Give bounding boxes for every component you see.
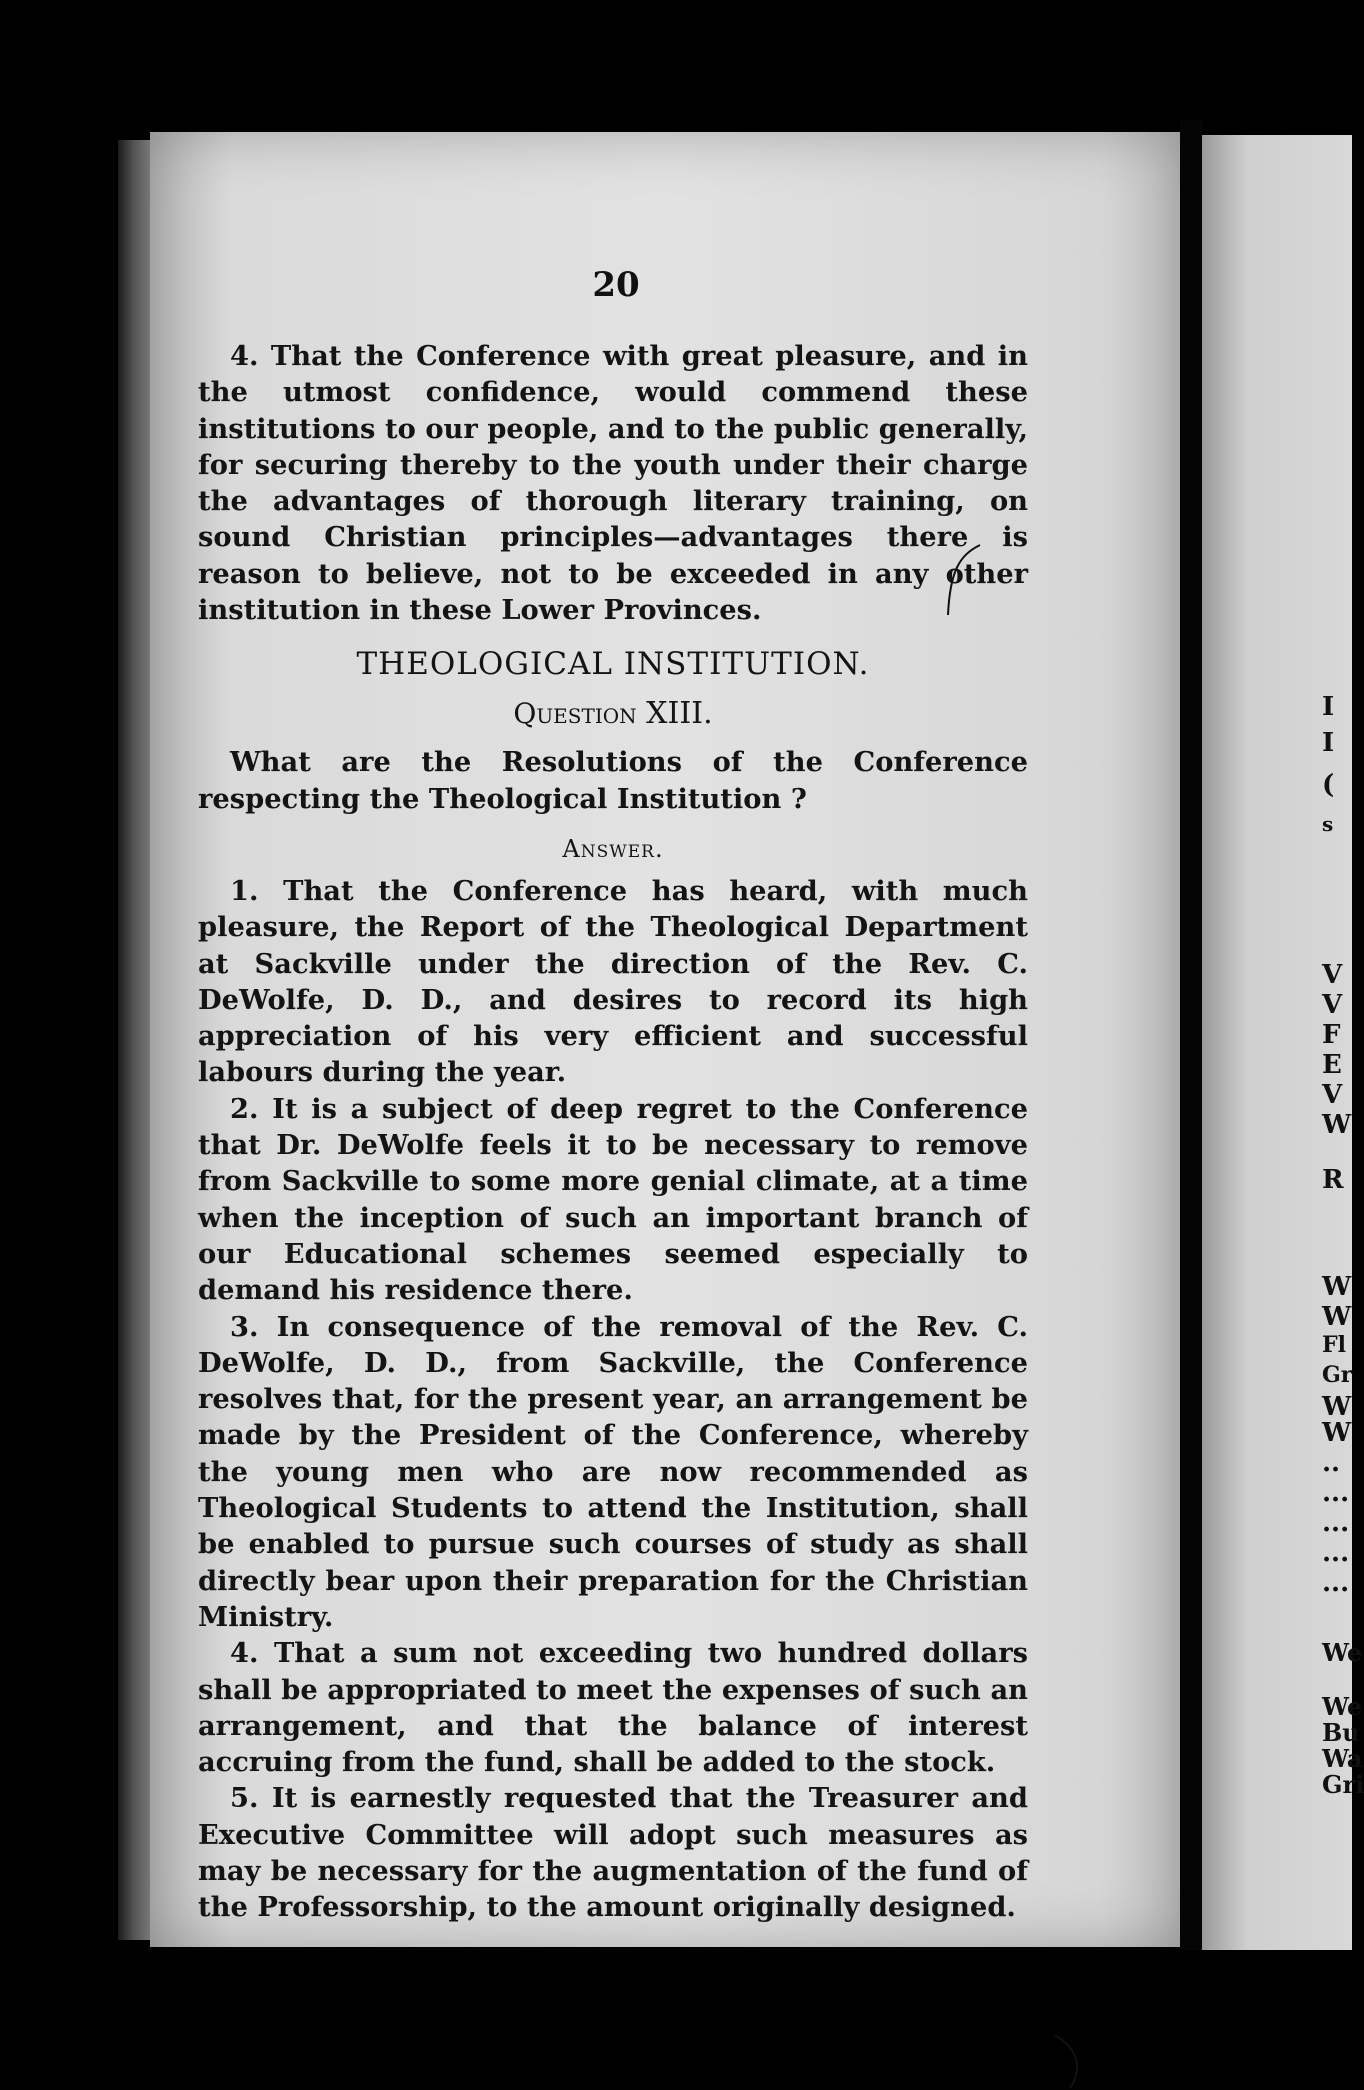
- adjacent-fragment: W: [1322, 1302, 1352, 1332]
- adjacent-fragment: W: [1322, 1392, 1352, 1422]
- adjacent-fragment: Bu: [1322, 1718, 1360, 1747]
- adjacent-fragment: V: [1322, 990, 1343, 1020]
- question-label: Question: [513, 697, 637, 731]
- adjacent-fragment: We: [1322, 1638, 1363, 1667]
- resolution-2: 2. It is a subject of deep regret to the Conference that Dr. DeWolfe feels it to be necessary to remove from Sackville to some more genial climate, at a time when the inception of such an important branch of our Educational schemes seemed especially to demand his residence there.: [198, 1092, 1028, 1307]
- paragraph-4-intro: 4. That the Conference with great pleasure, and in the utmost confidence, would commend these institutions to our people, and to the public generally, for securing thereby to the youth under their charge the advantages of thorough literary training, on sound Christian principles—advantages there is reason to believe, not to be exceeded in any other institution in these Lower Provinces.: [198, 340, 1028, 627]
- adjacent-fragment: Fl: [1322, 1332, 1346, 1358]
- adjacent-fragment: E: [1322, 1050, 1342, 1080]
- adjacent-fragment: V: [1322, 960, 1343, 990]
- adjacent-fragment: s: [1322, 812, 1334, 836]
- adjacent-fragment: I: [1322, 728, 1335, 758]
- adjacent-fragment: I: [1322, 692, 1335, 722]
- adjacent-fragment: ..: [1322, 1448, 1341, 1478]
- resolution-1: 1. That the Conference has heard, with much pleasure, the Report of the Theological Department at Sackville under the direction of the Rev. C. DeWolfe, D. D., and desires to record its high appreciation of his very efficient and successful labours during the year.: [198, 874, 1028, 1089]
- answer-heading: Answer.: [562, 834, 664, 863]
- adjacent-fragment: ...: [1322, 1478, 1350, 1508]
- page-body: [198, 338, 1028, 1926]
- adjacent-fragment: ...: [1322, 1508, 1350, 1538]
- adjacent-fragment: W: [1322, 1110, 1352, 1140]
- resolution-5: 5. It is earnestly requested that the Treasurer and Executive Committee will adopt such measures as may be necessary for the augmentation of the fund of the Professorship, to the amount originally designed.: [198, 1782, 1028, 1924]
- adjacent-fragment: Wa: [1322, 1744, 1363, 1773]
- question-number: XIII.: [646, 696, 713, 732]
- adjacent-fragment: We: [1322, 1692, 1363, 1721]
- adjacent-fragment: Gr: [1322, 1362, 1353, 1388]
- adjacent-fragment: F: [1322, 1020, 1341, 1050]
- page-number: 20: [592, 265, 640, 305]
- adjacent-fragment: ...: [1322, 1538, 1350, 1568]
- resolution-4: 4. That a sum not exceeding two hundred dollars shall be appropriated to meet the expenses of such an arrangement, and that the balance of interest accruing from the fund, shall be added to the stock.: [198, 1637, 1028, 1779]
- adjacent-fragment: ...: [1322, 1568, 1350, 1598]
- adjacent-fragment: R: [1322, 1165, 1344, 1195]
- section-title: THEOLOGICAL INSTITUTION.: [356, 646, 870, 683]
- adjacent-fragment: (: [1322, 770, 1335, 800]
- adjacent-fragment: V: [1322, 1080, 1343, 1110]
- resolution-3: 3. In consequence of the removal of the Rev. C. DeWolfe, D. D., from Sackville, the Conference resolves that, for the present year, an arrangement be made by the President of the Conference, whereby the young men who are now recommended as Theological Students to attend the Institution, shall be enabled to pursue such courses of study as shall directly bear upon their preparation for the Christian Ministry.: [198, 1310, 1028, 1633]
- adjacent-fragment: W: [1322, 1272, 1352, 1302]
- adjacent-fragment: Gri: [1322, 1770, 1364, 1799]
- pencil-bracket-mark: [1050, 2030, 1090, 2090]
- question-heading: [198, 694, 1028, 734]
- question-text: What are the Resolutions of the Conference respecting the Theological Institution ?: [198, 746, 1028, 815]
- page-gutter: [1180, 120, 1202, 1950]
- adjacent-fragment: W: [1322, 1418, 1352, 1448]
- pencil-mark: [930, 540, 990, 620]
